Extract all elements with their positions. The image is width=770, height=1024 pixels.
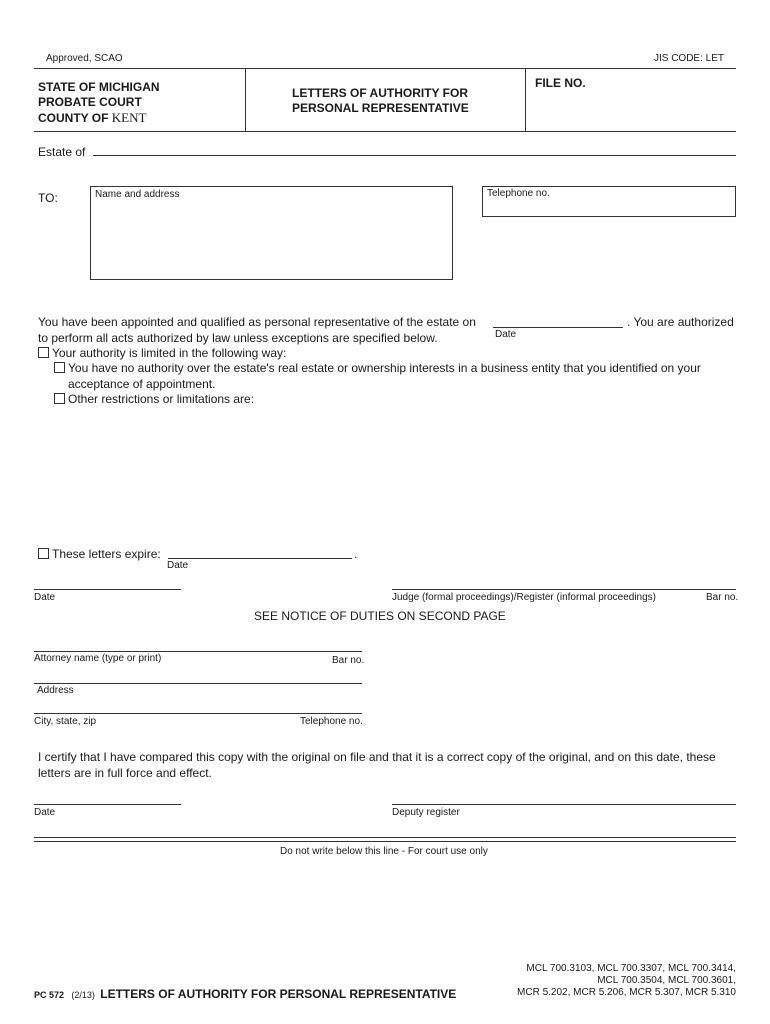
to-label: TO: [38, 191, 58, 205]
form-title [292, 86, 469, 116]
name-address-label: Name and address [95, 189, 180, 200]
expire-date-caption: Date [167, 560, 189, 571]
footer-citations [517, 963, 736, 999]
deputy-label: Deputy register [392, 807, 460, 818]
footer-cite-1: MCL 700.3103, MCL 700.3307, MCL 700.3414, [526, 963, 736, 974]
limited-item [38, 346, 286, 360]
attorney-city-label: City, state, zip [34, 716, 97, 727]
caption-bottom-rule [34, 131, 736, 132]
other-restrictions-item [54, 392, 254, 406]
county-value[interactable]: KENT [111, 110, 147, 125]
estate-input-line[interactable] [93, 155, 736, 156]
limited-checkbox[interactable] [38, 347, 49, 358]
file-no-label: FILE NO. [535, 76, 586, 90]
expire-item [38, 547, 161, 561]
form-title-line2: PERSONAL REPRESENTATIVE [292, 101, 469, 115]
certify-line1: I certify that I have compared this copy with the original on file and that it is a correct copy of the original, and on this date, these [38, 750, 716, 764]
footer-rev: (2/13) [71, 990, 95, 1000]
attorney-bar-label: Bar no. [332, 655, 365, 666]
expire-period: . [354, 547, 358, 561]
approved-text: Approved, SCAO [46, 53, 123, 64]
attorney-city-line[interactable] [34, 713, 362, 714]
no-authority-text-cont: acceptance of appointment. [68, 377, 216, 391]
attorney-name-line[interactable] [34, 651, 362, 652]
caption-divider-1 [245, 68, 246, 131]
no-authority-checkbox[interactable] [54, 362, 65, 373]
other-restrictions-checkbox[interactable] [54, 393, 65, 404]
jis-code: JIS CODE: LET [653, 53, 724, 64]
estate-label: Estate of [38, 145, 86, 159]
expire-checkbox[interactable] [38, 548, 49, 559]
attorney-address-line[interactable] [34, 683, 362, 684]
expire-date-line[interactable] [168, 558, 352, 559]
deputy-signature-line[interactable] [392, 804, 736, 805]
notice-text: SEE NOTICE OF DUTIES ON SECOND PAGE [254, 609, 506, 623]
sign-date-line[interactable] [34, 589, 181, 590]
court-use-text: Do not write below this line - For court use only [280, 846, 488, 857]
footer-title: LETTERS OF AUTHORITY FOR PERSONAL REPRESENTATIVE [100, 987, 457, 1001]
court-county [38, 110, 160, 126]
court-use-rule-1 [34, 837, 736, 838]
judge-signature-line[interactable] [392, 589, 736, 590]
court-use-rule-2 [34, 841, 736, 842]
court-name [38, 80, 160, 126]
certify-date-label: Date [34, 807, 56, 818]
telephone-box[interactable] [482, 186, 736, 217]
certify-line2: letters are in full force and effect. [38, 766, 212, 780]
no-authority-item [54, 361, 701, 375]
caption-divider-2 [525, 68, 526, 131]
judge-bar-label: Bar no. [706, 592, 739, 603]
court-type: PROBATE COURT [38, 95, 142, 109]
telephone-label: Telephone no. [487, 188, 550, 199]
court-state: STATE OF MICHIGAN [38, 80, 160, 94]
other-restrictions-text: Other restrictions or limitations are: [68, 392, 255, 406]
no-authority-text: You have no authority over the estate's real estate or ownership interests in a business entity that you identified on your [68, 361, 701, 375]
appointment-line2: to perform all acts authorized by law unless exceptions are specified below. [38, 331, 438, 345]
county-label: COUNTY OF [38, 111, 109, 125]
caption-top-rule [34, 68, 736, 69]
footer-cite-2: MCL 700.3504, MCL 700.3601, [597, 975, 736, 986]
appointment-authorized: . You are authorized [627, 315, 734, 329]
attorney-address-label: Address [37, 685, 74, 696]
limited-text: Your authority is limited in the following way: [52, 346, 287, 360]
attorney-telephone-label: Telephone no. [300, 716, 363, 727]
appointment-line1: You have been appointed and qualified as personal representative of the estate on [38, 315, 476, 329]
sign-date-label: Date [34, 592, 56, 603]
footer-cite-3: MCR 5.202, MCR 5.206, MCR 5.307, MCR 5.310 [517, 987, 736, 998]
expire-text: These letters expire: [52, 547, 161, 561]
attorney-name-label: Attorney name (type or print) [34, 653, 162, 664]
name-address-box[interactable] [90, 186, 453, 280]
footer-form-id [34, 987, 456, 1001]
form-title-line1: LETTERS OF AUTHORITY FOR [292, 86, 468, 100]
appointment-date-caption: Date [495, 329, 517, 340]
judge-label: Judge (formal proceedings)/Register (informal proceedings) [392, 592, 657, 603]
certify-date-line[interactable] [34, 804, 181, 805]
appointment-date-line[interactable] [493, 327, 623, 328]
footer-form-no: PC 572 [34, 990, 65, 1000]
